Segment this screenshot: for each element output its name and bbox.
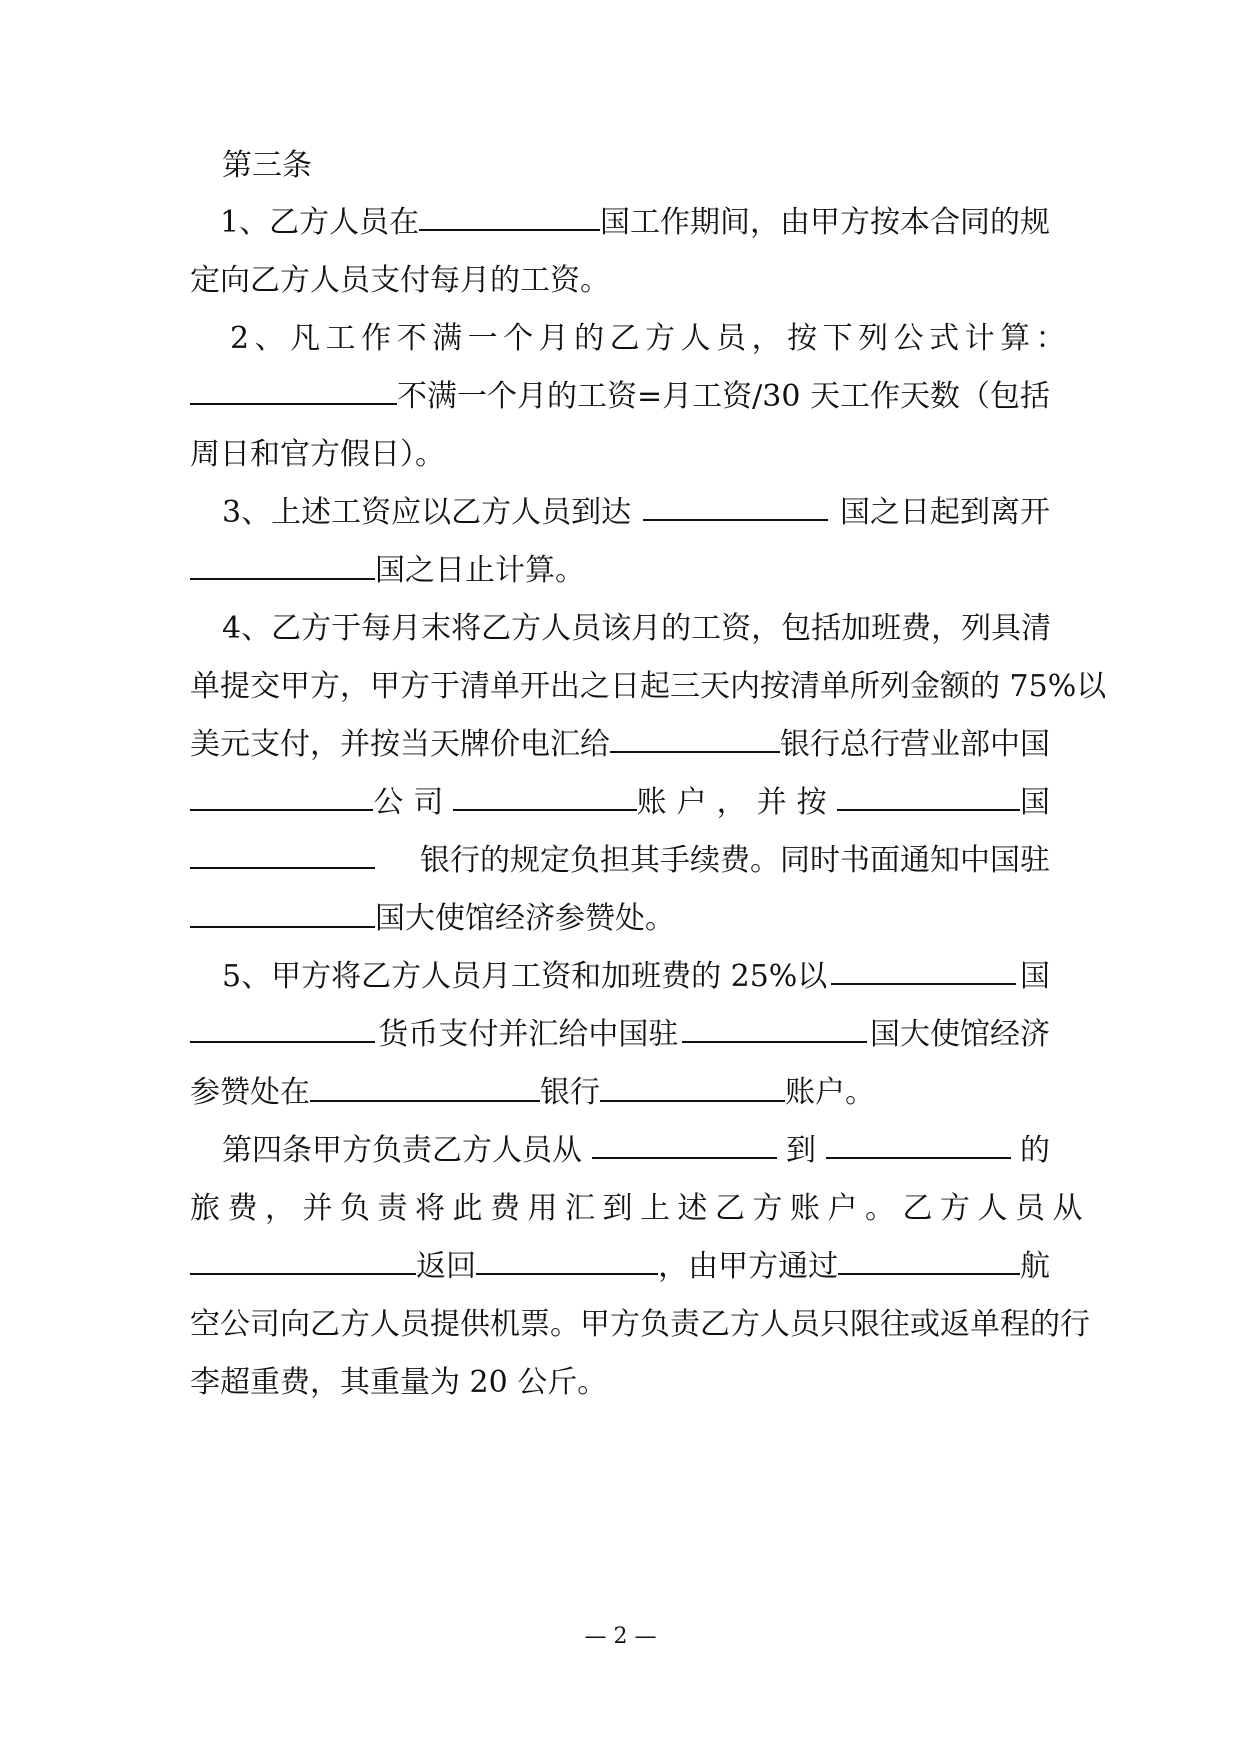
paragraph-3-line-2: 国之日止计算。 — [190, 551, 1050, 591]
paragraph-4-line-5: 银行的规定负担其手续费。同时书面通知中国驻 — [190, 841, 1050, 881]
fill-blank — [190, 1015, 375, 1043]
article-4-line-4: 空公司向乙方人员提供机票。甲方负责乙方人员只限往或返单程的行 — [190, 1307, 1090, 1342]
fill-blank — [837, 783, 1020, 811]
fill-blank — [190, 377, 397, 405]
paragraph-5-line-3: 参赞处在 银行 账户。 — [190, 1075, 875, 1110]
paragraph-4-line-6: 国大使馆经济参赞处。 — [190, 899, 1050, 939]
fill-blank — [610, 725, 780, 753]
fill-blank — [600, 1074, 785, 1102]
fill-blank — [190, 841, 375, 869]
paragraph-4-line-1: 4、乙方于每月末将乙方人员该月的工资，包括加班费，列具清 — [222, 611, 1052, 646]
article-heading: 第三条 — [222, 148, 312, 183]
paragraph-1-line-1: 1、乙方人员在 国工作期间，由甲方按本合同的规 — [220, 205, 1050, 240]
fill-blank — [190, 900, 375, 928]
fill-blank — [592, 1131, 777, 1159]
paragraph-5-line-1: 5、甲方将乙方人员月工资和加班费的 25%以 国 — [222, 959, 1050, 994]
article-4-line-5: 李超重费，其重量为 20 公斤。 — [190, 1365, 608, 1400]
paragraph-1-line-2: 定向乙方人员支付每月的工资。 — [190, 263, 610, 298]
paragraph-5-line-2: 货币支付并汇给中国驻 国大使馆经济 — [190, 1015, 1050, 1055]
paragraph-2-line-3: 周日和官方假日）。 — [190, 437, 445, 472]
page-number: — 2 — — [584, 1624, 657, 1649]
paragraph-2-line-2: 不满一个月的工资=月工资/30 天工作天数（包括 — [190, 377, 1050, 417]
paragraph-3-line-1: 3、上述工资应以乙方人员到达 国之日起到离开 — [222, 495, 1050, 530]
fill-blank — [831, 957, 1016, 985]
article-4-line-3: 返回 ，由甲方通过 航 — [190, 1247, 1050, 1287]
fill-blank — [453, 783, 636, 811]
fill-blank — [419, 203, 600, 231]
paragraph-2-line-1: 2、凡工作不满一个月的乙方人员，按下列公式计算： — [230, 321, 1072, 356]
fill-blank — [190, 1247, 416, 1275]
article-4-line-1: 第四条甲方负责乙方人员从 到 的 — [222, 1133, 1050, 1168]
fill-blank — [826, 1131, 1011, 1159]
paragraph-4-line-3: 美元支付，并按当天牌价电汇给 银行总行营业部中国 — [190, 727, 1050, 762]
fill-blank — [190, 783, 373, 811]
fill-blank — [310, 1074, 540, 1102]
fill-blank — [643, 493, 828, 521]
fill-blank — [476, 1247, 658, 1275]
fill-blank — [838, 1247, 1020, 1275]
fill-blank — [190, 552, 375, 580]
article-4-line-2: 旅费，并负责将此费用汇到上述乙方账户。乙方人员从 — [190, 1191, 1090, 1226]
paragraph-4-line-4: 公司 账户，并按 国 — [190, 783, 1050, 823]
fill-blank — [682, 1015, 867, 1043]
paragraph-4-line-2: 单提交甲方，甲方于清单开出之日起三天内按清单所列金额的 75%以 — [190, 669, 1107, 704]
